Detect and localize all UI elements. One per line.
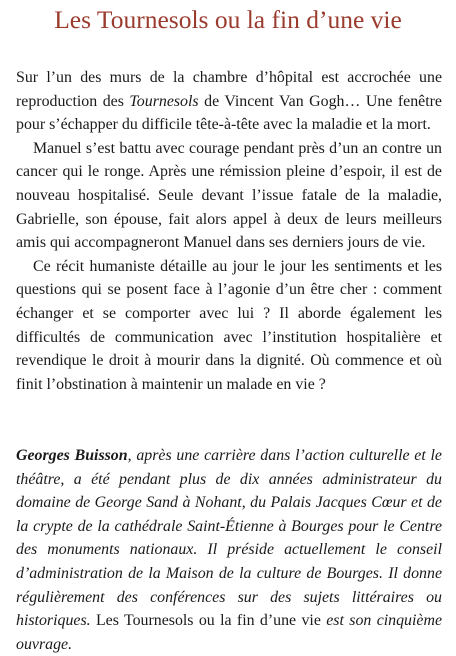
- summary-text: [16, 66, 442, 396]
- summary-paragraph-1: [16, 66, 442, 137]
- author-bio-ending: est son cinquième ouvrage.: [16, 612, 442, 653]
- summary-paragraph-1-start: Sur l’un des murs de la chambre d’hôpital est accrochée une reproduction des: [16, 69, 442, 110]
- author-name: Georges Buisson: [16, 447, 128, 464]
- summary-paragraph-1-end: de Vincent Van Gogh… Une fenêtre pour s’échapper du difficile tête-à-tête avec la maladie et la mort.: [16, 92, 442, 134]
- painting-title: Tournesols: [129, 92, 199, 110]
- author-bio: [16, 444, 442, 656]
- summary-paragraph-3: Ce récit humaniste détaille au jour le jour les sentiments et les questions qui se posent face à l’agonie d’un être cher : comment échanger et se comporter avec lui ? Il aborde également les difficultés de communication avec l’institution hospitalière et revendique le droit à mourir dans la dignité. Où commence et où finit l’obstination à maintenir un malade en vie ?: [16, 257, 442, 393]
- author-bio-paragraph: [16, 444, 442, 656]
- summary-paragraph-2: Manuel s’est battu avec courage pendant près d’un an contre un cancer qui le ronge. Après une rémission pleine d’espoir, il est de nouveau hospitalisé. Seule devant l’issue fatale de la maladie, Gabrielle, son épouse, fait alors appel à deux de leurs meilleurs amis qui accompagneront Manuel dans ses derniers jours de vie.: [16, 139, 442, 252]
- author-bio-text: , après une carrière dans l’action culturelle et le théâtre, a été pendant plus de dix années administrateur du domaine de George Sand à Nohant, du Palais Jacques Cœur et de la crypte de la cathédrale Saint-Étienne à Bourges pour le Centre des monuments nationaux. Il préside actuellement le conseil d’administration de la Maison de la culture de Bourges. Il donne régulièrement des conférences sur des sujets littéraires ou historiques.: [16, 447, 442, 630]
- bio-book-title: Les Tournesols ou la fin d’une vie: [95, 612, 321, 630]
- book-title: Les Tournesols ou la fin d’une vie: [54, 5, 402, 34]
